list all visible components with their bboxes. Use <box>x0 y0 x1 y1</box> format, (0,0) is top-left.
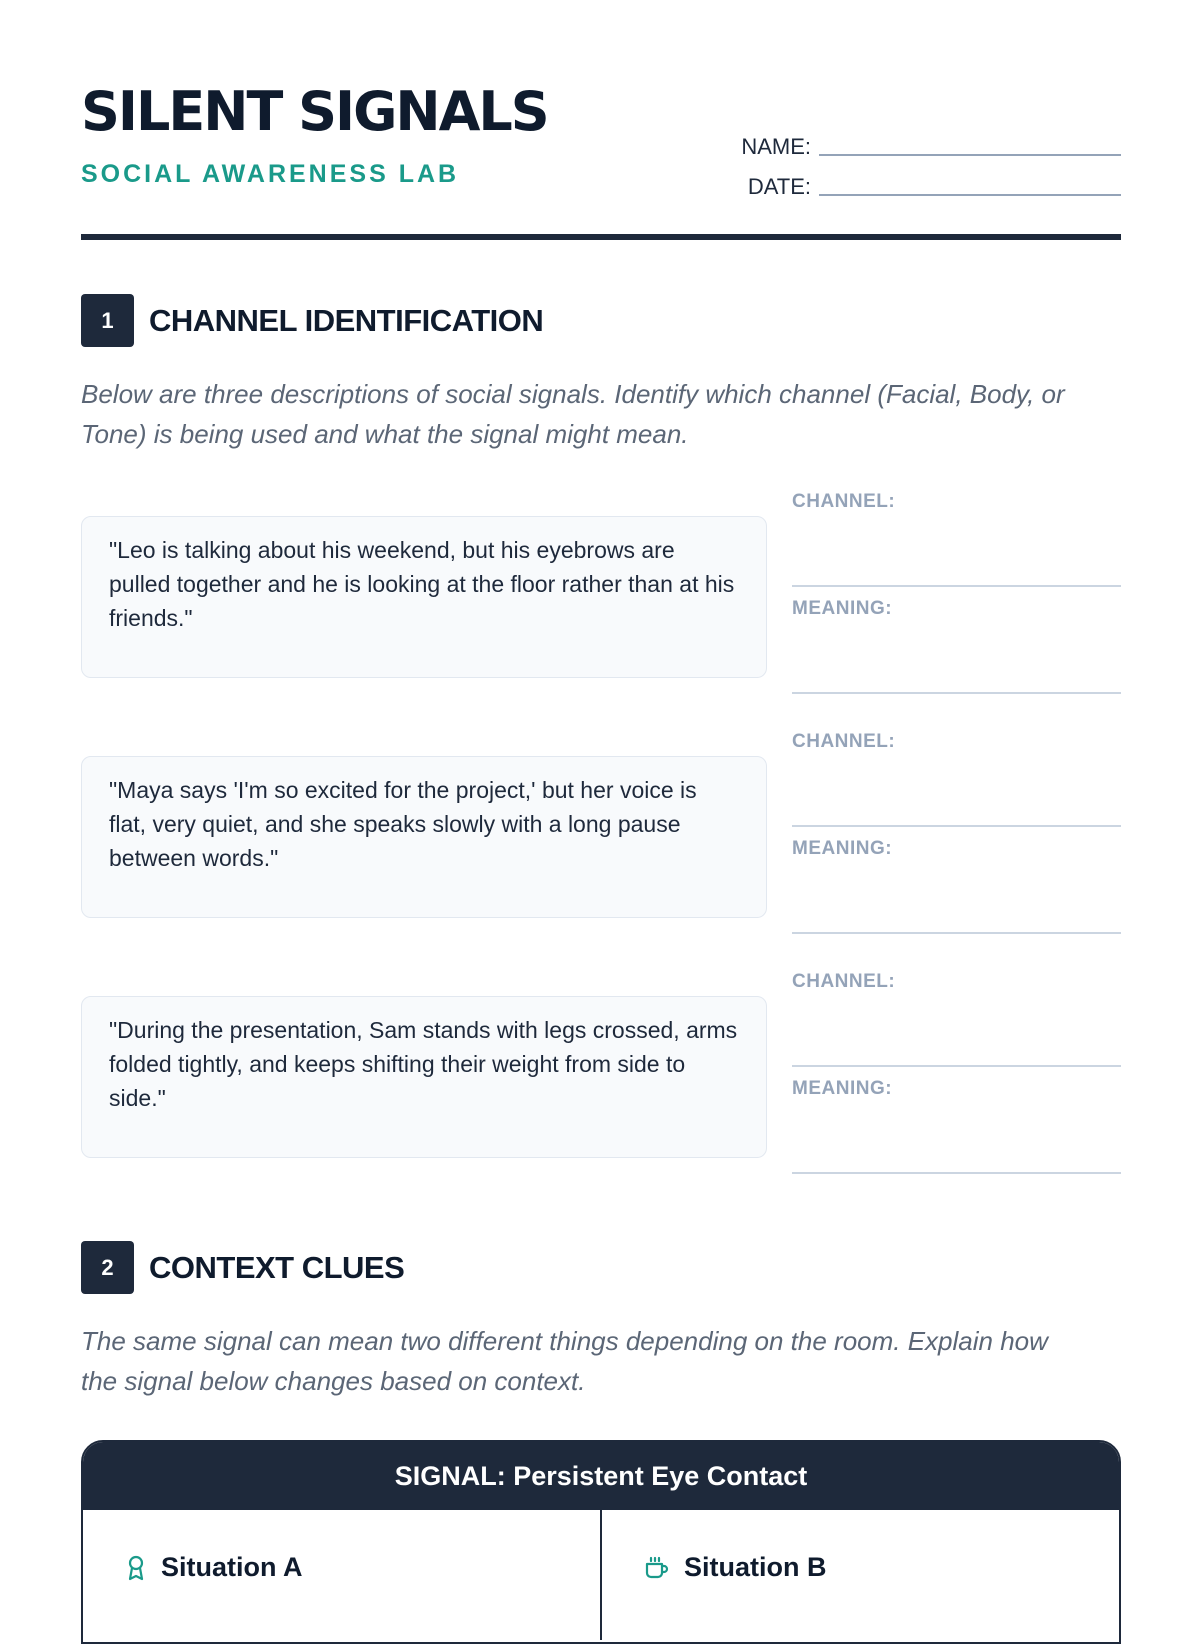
worksheet-header <box>81 80 1121 240</box>
section-2-heading <box>81 1241 404 1294</box>
situation-b-cell[interactable] <box>600 1510 1119 1640</box>
channel-label: CHANNEL: <box>792 491 896 512</box>
section-1-instructions: Below are three descriptions of social signals. Identify which channel (Facial, Body, or Tone) is being used and what the signal might mean. <box>81 379 1065 449</box>
meaning-label: MEANING: <box>792 1078 893 1099</box>
situation-a-cell[interactable] <box>83 1510 600 1640</box>
answer-fields <box>792 491 1121 705</box>
section-1-heading <box>81 294 543 347</box>
signal-quote: "Leo is talking about his weekend, but his eyebrows are pulled together and he is looking at the floor rather than at his friends." <box>81 516 767 678</box>
channel-line <box>792 825 1121 827</box>
name-field[interactable] <box>819 132 1121 156</box>
meaning-line <box>792 692 1121 694</box>
name-label: NAME: <box>741 134 811 159</box>
date-field[interactable] <box>819 172 1121 196</box>
signal-context-table <box>81 1440 1121 1644</box>
answer-fields <box>792 731 1121 945</box>
section-1-badge: 1 <box>81 294 134 347</box>
section-1-title: CHANNEL IDENTIFICATION <box>149 302 544 338</box>
page-subtitle: SOCIAL AWARENESS LAB <box>81 160 460 188</box>
situations-row <box>83 1510 1119 1640</box>
section-2-title: CONTEXT CLUES <box>149 1249 405 1285</box>
signal-item-3 <box>81 971 1121 1171</box>
meaning-line <box>792 932 1121 934</box>
situation-a-label: Situation A <box>161 1552 303 1582</box>
coffee-cup-icon <box>644 1556 670 1580</box>
meaning-line <box>792 1172 1121 1174</box>
channel-answer[interactable] <box>792 731 1121 838</box>
situation-a-heading <box>125 1552 303 1583</box>
meaning-label: MEANING: <box>792 598 893 619</box>
date-label: DATE: <box>747 174 811 199</box>
signal-title: SIGNAL: Persistent Eye Contact <box>83 1442 1119 1510</box>
channel-label: CHANNEL: <box>792 731 896 752</box>
signal-quote: "Maya says 'I'm so excited for the project,' but her voice is flat, very quiet, and she speaks slowly with a long pause between words." <box>81 756 767 918</box>
channel-line <box>792 585 1121 587</box>
date-field-row <box>716 160 1121 200</box>
channel-line <box>792 1065 1121 1067</box>
situation-b-label: Situation B <box>684 1552 827 1582</box>
situation-b-heading <box>644 1552 827 1583</box>
student-info-fields <box>716 120 1121 200</box>
meaning-label: MEANING: <box>792 838 893 859</box>
meaning-answer[interactable] <box>792 838 1121 945</box>
name-field-row <box>716 120 1121 160</box>
channel-answer[interactable] <box>792 491 1121 598</box>
signal-item-1 <box>81 491 1121 691</box>
award-ribbon-icon <box>125 1555 147 1581</box>
signal-quote: "During the presentation, Sam stands with legs crossed, arms folded tightly, and keeps shifting their weight from side to side." <box>81 996 767 1158</box>
page-title: SILENT SIGNALS <box>81 80 548 143</box>
channel-answer[interactable] <box>792 971 1121 1078</box>
meaning-answer[interactable] <box>792 598 1121 705</box>
header-divider <box>81 234 1121 240</box>
meaning-answer[interactable] <box>792 1078 1121 1185</box>
signal-item-2 <box>81 731 1121 931</box>
section-2-badge: 2 <box>81 1241 134 1294</box>
channel-label: CHANNEL: <box>792 971 896 992</box>
answer-fields <box>792 971 1121 1185</box>
section-2-instructions: The same signal can mean two different things depending on the room. Explain how the signal below changes based on context. <box>81 1326 1048 1396</box>
